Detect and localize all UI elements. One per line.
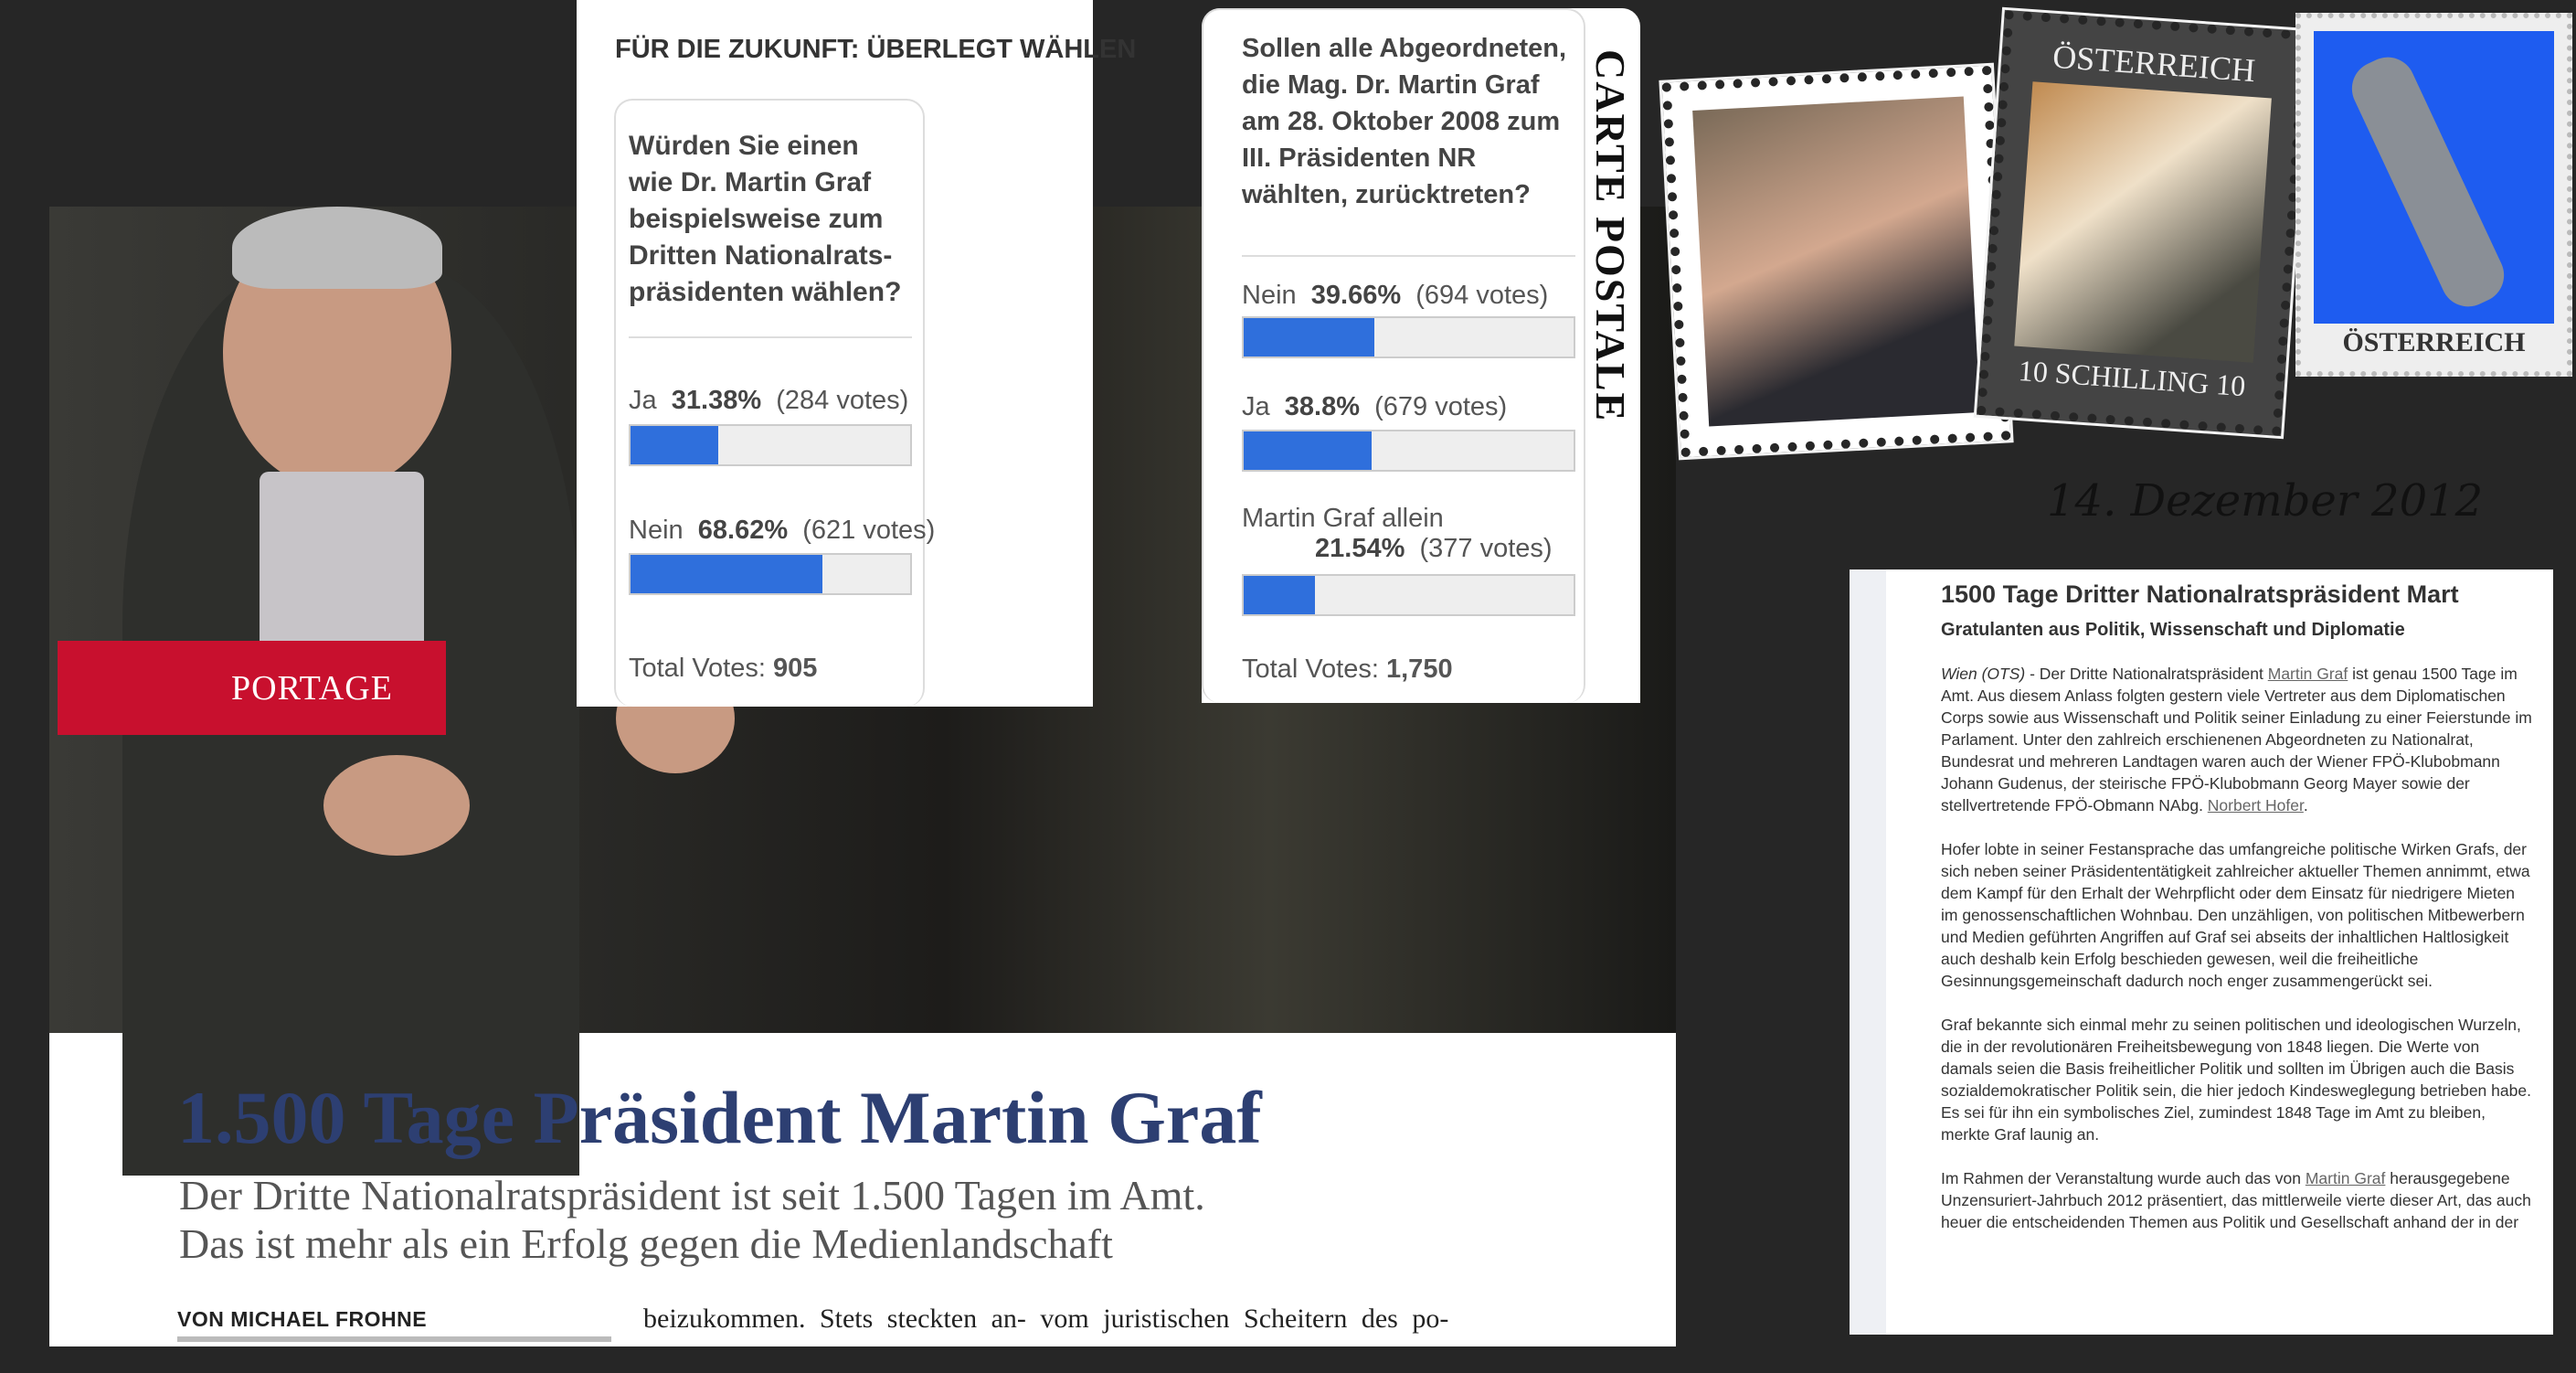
poll-result-fill (631, 426, 718, 464)
poll-1 (577, 0, 1137, 707)
stamp-text: ÖSTERREICH (2051, 37, 2257, 90)
byline: VON MICHAEL FROHNE (177, 1307, 428, 1331)
poll-option-label: Nein 39.66% (694 votes) (1242, 281, 1549, 310)
magazine-subhead: Das ist mehr als ein Erfolg gegen die Medienlandschaft (179, 1220, 1113, 1267)
poll-heading: FÜR DIE ZUKUNFT: ÜBERLEGT WÄHLEN (615, 35, 1137, 64)
stamp-text: ÖSTERREICH (2342, 327, 2526, 357)
poll-option-label: Martin Graf allein 21.54% (377 votes) (1242, 504, 1553, 563)
poll-2 (1202, 8, 1640, 703)
magazine-headline: 1.500 Tage Präsident Martin Graf (177, 1076, 1262, 1159)
poll-result-bar (629, 553, 912, 595)
divider (1242, 255, 1575, 257)
stamp-image (2014, 81, 2272, 363)
stamp-jet (2295, 13, 2572, 377)
poll-result-fill (1244, 431, 1372, 470)
article-subtitle: Gratulanten aus Politik, Wissenschaft und Diplomatie (1941, 620, 2405, 640)
poll-card (614, 99, 936, 707)
article-title: 1500 Tage Dritter Nationalratspräsident Mart (1941, 580, 2459, 608)
date-label: 14. Dezember 2012 (2047, 475, 2484, 527)
poll-result-fill (1244, 318, 1374, 357)
article-paragraph: Hofer lobte in seiner Festansprache das umfangreiche politische Wirken Grafs, der sich neben seiner Präsidententätigkeit zahlreicher aktueller Themen annimmt, etwa dem Kampf für den Erhalt der Wehrpflicht oder dem Einsatz für niedrigere Mieten im genossenschaftlichen Wohnbau. Den unzähligen, von politischen Mitbewerbern und Medien geführten Angriffen auf Graf sei abseits der inhaltlichen Haltlosigkeit auch deshalb kein Erfolg beschieden gewesen, weil die freiheitliche Gesinnungsgemeinschaft dadurch noch enger zusammengerückt sei. (1941, 840, 2530, 990)
link-norbert-hofer[interactable]: Norbert Hofer (2207, 796, 2304, 814)
column-text: beizukommen. Stets steckten an- vom juristischen Scheitern des po- (643, 1304, 1449, 1334)
poll-card (1202, 8, 1585, 703)
poll-total: Total Votes: 1,750 (1242, 655, 1453, 684)
divider (177, 1336, 611, 1342)
magazine-subhead: Der Dritte Nationalratspräsident ist seit 1.500 Tagen im Amt. (179, 1172, 1205, 1219)
article-paragraph: Im Rahmen der Veranstaltung wurde auch das von Martin Graf herausgegebene Unzensuriert-Jahrbuch 2012 präsentiert, das mittlerweile vierte dieser Art, das auch heuer die entscheidenden Themen aus Politik und Gesellschaft anhand der in der (1941, 1169, 2531, 1231)
poll-result-fill (1244, 576, 1315, 614)
poll-question: Sollen alle Abgeordneten, die Mag. Dr. Martin Graf am 28. Oktober 2008 zum III. Präsidenten NR wählten, zurücktreten? (1242, 34, 1567, 209)
poll-total: Total Votes: 905 (629, 654, 818, 683)
poll-result-bar (1242, 430, 1575, 472)
poll-result-bar (1242, 316, 1575, 358)
stamp-oesterreich-10 (1977, 10, 2309, 436)
carte-postale-label: CARTE POSTALE (1587, 49, 1634, 423)
jet-icon (2343, 48, 2513, 315)
divider (629, 336, 912, 338)
article-paragraph: Graf bekannte sich einmal mehr zu seinen politischen und ideologischen Wurzeln, die in der revolutionären Freiheitsbewegung von 1848 liegen. Die Werte von damals seien die Basis freiheitlicher Politik und sollten im Übrigen auch die Basis sozialdemokratischer Politik sein, die hier jedoch Kindesweglegung betrieben habe. Es sei für ihn ein symbolisches Ziel, zumindest 1848 Tage im Amt zu bleiben, merkte Graf launig an. (1941, 1016, 2531, 1144)
portage-banner: PORTAGE (58, 641, 446, 735)
article-paragraph: Wien (OTS) - Der Dritte Nationalratspräsident Martin Graf ist genau 1500 Tage im Amt. Aus diesem Anlass folgten gestern viele Vertreter aus dem Diplomatischen Corps sowie aus Wissenschaft und Politik seiner Einladung zu einer Feierstunde im Parlament. Unter den zahlreich erschienenen Abgeordneten zu Nationalrat, Bundesrat und mehreren Landtagen waren auch der Wiener FPÖ-Klubobmann Johann Gudenus, der steirische FPÖ-Klubobmann Georg Mayer sowie der stellvertretende FPÖ-Obmann NAbg. Norbert Hofer. (1941, 665, 2532, 814)
poll-result-bar (1242, 574, 1575, 616)
poll-option-label: Nein 68.62% (621 votes) (629, 516, 936, 545)
poll-result-fill (631, 555, 822, 593)
link-martin-graf[interactable]: Martin Graf (2267, 665, 2348, 683)
stamp-text: 10 SCHILLING 10 (2017, 353, 2247, 403)
stamp-image (1692, 96, 1980, 426)
stamp-portrait (1662, 66, 2011, 457)
poll-option-label: Ja 31.38% (284 votes) (629, 386, 909, 415)
link-martin-graf[interactable]: Martin Graf (2305, 1169, 2386, 1187)
poll-option-label: Ja 38.8% (679 votes) (1242, 392, 1508, 421)
poll-question: Würden Sie einen wie Dr. Martin Graf beispielsweise zum Dritten Nationalrats-präsidenten wählen? (629, 131, 902, 307)
ots-article (1850, 569, 2553, 1335)
stamp-image (2314, 31, 2554, 324)
poll-result-bar (629, 424, 912, 466)
